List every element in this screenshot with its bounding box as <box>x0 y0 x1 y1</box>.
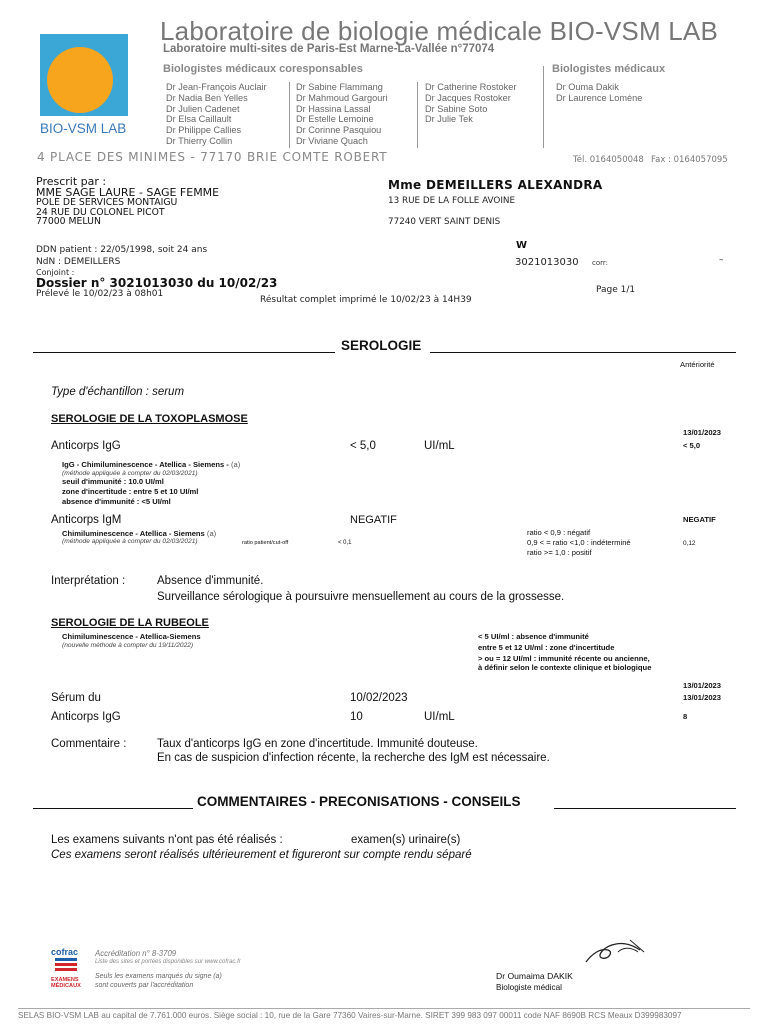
cofrac-caption-line: EXAMENS <box>51 977 79 983</box>
toxo-igm-method <box>62 529 216 538</box>
section-rule <box>33 808 193 809</box>
logo-text: BIO-VSM LAB <box>40 121 127 136</box>
rubeole-igg-anteriorite: 8 <box>683 712 688 721</box>
footer-rule <box>18 1008 750 1009</box>
column-divider <box>543 66 544 148</box>
cofrac-caption <box>51 977 81 990</box>
toxo-zone: zone d'incertitude : entre 5 et 10 UI/ml <box>62 487 199 496</box>
biologist-name: Dr Philippe Callies <box>166 125 242 136</box>
section-rule <box>430 352 736 353</box>
ratio-ref-negatif: ratio < 0,9 : négatif <box>527 528 591 537</box>
anteriorite-header: Antériorité <box>680 360 715 369</box>
rubeole-method: Chimiluminescence - Atellica-Siemens <box>62 632 201 641</box>
examens-non-realises-value: examen(s) urinaire(s) <box>351 834 461 846</box>
lab-fax: Fax : 0164057095 <box>651 155 728 165</box>
rubeole-ref-1: < 5 UI/ml : absence d'immunité <box>478 632 589 641</box>
patient-name: Mme DEMEILLERS ALEXANDRA <box>388 178 603 192</box>
column-divider <box>289 82 290 148</box>
biologist-column-2 <box>296 82 387 147</box>
biologist-name: Dr Nadia Ben Yelles <box>166 92 248 103</box>
rubeole-method-note: (nouvelle méthode à compter du 19/11/2022) <box>62 642 194 649</box>
patient-ndn: NdN : DEMEILLERS <box>36 257 121 267</box>
rubeole-ref-4: à définir selon le contexte clinique et biologique <box>478 663 652 672</box>
prescriber-address: POLE DE SERVICES MONTAIGU <box>36 197 178 208</box>
patient-address: 13 RUE DE LA FOLLE AVOINE <box>388 196 516 206</box>
comment-label: Commentaire : <box>51 738 127 750</box>
section-rule <box>554 808 736 809</box>
lab-title: Laboratoire de biologie médicale BIO-VSM LAB <box>160 16 718 46</box>
toxo-igg-unit: UI/mL <box>424 440 455 452</box>
signer-title: Biologiste médical <box>496 983 562 992</box>
ratio-label: ratio patient/cut-off <box>242 540 289 546</box>
interpretation-label: Interprétation : <box>51 575 126 587</box>
examens-note: Ces examens seront réalisés ultérieurement et figureront sur compte rendu séparé <box>51 849 472 861</box>
ratio-ref-positif: ratio >= 1,0 : positif <box>527 548 592 557</box>
logo-sun-icon <box>47 47 113 113</box>
biologist-name: Dr Julie Tek <box>425 114 473 125</box>
toxo-seuil: seuil d'immunité : 10.0 UI/ml <box>62 477 164 486</box>
dossier-number: Dossier n° 3021013030 du 10/02/23 <box>36 276 278 290</box>
biologistes-heading: Biologistes médicaux <box>552 63 666 75</box>
biologist-name: Dr Hassina Lassal <box>296 103 371 114</box>
signature-icon <box>578 932 650 968</box>
toxo-heading: SEROLOGIE DE LA TOXOPLASMOSE <box>51 413 248 425</box>
w-number: 3021013030 <box>515 257 579 268</box>
toxo-igm-label: Anticorps IgM <box>51 514 122 526</box>
toxo-absence: absence d'immunité : <5 UI/ml <box>62 497 171 506</box>
prescriber-address: 24 RUE DU COLONEL PICOT <box>36 206 165 218</box>
prescriber-address: 77000 MELUN <box>36 216 101 228</box>
page-number: Page 1/1 <box>596 285 636 295</box>
method-text: IgG - Chimiluminescence - Atellica - Siemens - <box>62 460 229 469</box>
serologie-title: SEROLOGIE <box>341 338 422 353</box>
toxo-igg-method <box>62 460 240 469</box>
signer-name: Dr Oumaima DAKIK <box>496 971 573 981</box>
preleve-date: Prélevé le 10/02/23 à 08h01 <box>36 289 164 299</box>
rubeole-ant-date-1: 13/01/2023 <box>683 681 722 690</box>
biologist-column-3 <box>425 82 516 125</box>
lab-address: 4 PLACE DES MINIMES - 77170 BRIE COMTE ROBERT <box>37 150 388 164</box>
biologist-name: Dr Sabine Flammang <box>296 82 383 92</box>
accreditation-mark: (a) <box>230 460 241 469</box>
biologist-name: Dr Julien Cadenet <box>166 103 240 114</box>
method-text: Chimiluminescence - Atellica - Siemens <box>62 529 205 538</box>
toxo-igm-anteriorite: NEGATIF <box>683 515 716 524</box>
lab-phone: Tél. 0164050048 <box>573 155 644 165</box>
commentaires-title: COMMENTAIRES - PRECONISATIONS - CONSEILS <box>197 794 521 809</box>
column-divider <box>417 82 418 148</box>
biologist-name: Dr Ouma Dakik <box>556 82 619 92</box>
biologist-name: Dr Mahmoud Gargouri <box>296 92 388 103</box>
patient-conjoint: Conjoint : <box>36 268 75 277</box>
rubeole-ref-2: entre 5 et 12 UI/ml : zone d'incertitude <box>478 643 615 652</box>
biologist-name: Dr Viviane Quach <box>296 135 368 146</box>
comment-line-2: En cas de suspicion d'infection récente, la recherche des IgM est nécessaire. <box>157 752 550 764</box>
biologist-name: Dr Elsa Caillault <box>166 114 232 125</box>
legal-footer: SELAS BIO-VSM LAB au capital de 7.761.000 euros. Siège social : 10, rue de la Gare 77360 Vaires-sur-Marne. SIRET 399 983 097 00011 code NAF 8690B RCS Meaux D399983097 <box>18 1011 682 1020</box>
biologist-column-4 <box>556 82 642 104</box>
biologist-name: Dr Jacques Rostoker <box>425 92 511 103</box>
serum-date: 10/02/2023 <box>350 692 408 704</box>
rubeole-ref-3: > ou = 12 UI/ml : immunité récente ou ancienne, <box>478 654 650 663</box>
serum-label: Sérum du <box>51 692 101 704</box>
biologist-name: Dr Corinne Pasquiou <box>296 125 382 136</box>
interpretation-line-1: Absence d'immunité. <box>157 575 264 587</box>
sample-type: Type d'échantillon : serum <box>51 386 185 398</box>
lab-subtitle: Laboratoire multi-sites de Paris-Est Marne-La-Vallée n°77074 <box>163 43 495 55</box>
cofrac-wordmark: cofrac <box>51 947 79 957</box>
corr-label: corr: <box>592 259 608 267</box>
comment-line-1: Taux d'anticorps IgG en zone d'incertitude. Immunité douteuse. <box>157 738 478 750</box>
rubeole-igg-unit: UI/mL <box>424 711 455 723</box>
cofrac-logo <box>51 947 81 993</box>
biologist-name: Dr Catherine Rostoker <box>425 82 517 92</box>
prescriber-label: Prescrit par : <box>36 175 107 188</box>
resultat-date: Résultat complet imprimé le 10/02/23 à 14H39 <box>260 295 472 305</box>
rubeole-ant-date-2: 13/01/2023 <box>683 693 722 702</box>
ratio-anteriorite: 0,12 <box>683 540 696 547</box>
accreditation-note: Liste des sites et portées disponibles sur www.cofrac.fr <box>95 959 241 965</box>
coresponsables-heading: Biologistes médicaux coresponsables <box>163 63 363 75</box>
biologist-column-1 <box>166 82 267 147</box>
rubeole-igg-value: 10 <box>350 711 363 723</box>
toxo-igm-value: NEGATIF <box>350 514 397 526</box>
rubeole-heading: SEROLOGIE DE LA RUBEOLE <box>51 617 209 629</box>
accreditation-scope-2: sont couverts par l'accréditation <box>95 982 194 989</box>
prescriber-name: MME SAGE LAURE - SAGE FEMME <box>36 185 220 199</box>
corr-value: – <box>719 255 724 265</box>
toxo-igg-method-note: (méthode appliquée à compter du 02/03/2021) <box>62 470 198 477</box>
w-label: W <box>516 240 528 251</box>
examens-non-realises-label: Les examens suivants n'ont pas été réalisés : <box>51 834 283 846</box>
biologist-name: Dr Laurence Lomène <box>556 92 643 103</box>
prescriber-block <box>36 177 219 227</box>
biologist-name: Dr Estelle Lemoine <box>296 114 374 125</box>
patient-city: 77240 VERT SAINT DENIS <box>388 217 501 227</box>
toxo-ant-date: 13/01/2023 <box>683 428 722 437</box>
accreditation-number: Accréditation n° 8-3709 <box>95 949 177 958</box>
interpretation-line-2: Surveillance sérologique à poursuivre mensuellement au cours de la grossesse. <box>157 591 565 603</box>
accreditation-scope-1: Seuls les examens marqués du signe (a) <box>95 973 222 980</box>
section-rule <box>33 352 335 353</box>
ratio-ref-indetermine: 0,9 < = ratio <1,0 : indéterminé <box>527 538 631 547</box>
accreditation-mark: (a) <box>206 529 217 538</box>
toxo-igg-label: Anticorps IgG <box>51 440 121 452</box>
cofrac-caption-line: MÉDICAUX <box>51 983 81 990</box>
toxo-igm-method-note: (méthode appliquée à compter du 02/03/2021) <box>62 538 198 545</box>
biologist-name: Dr Thierry Collin <box>166 135 233 146</box>
biologist-name: Dr Jean-François Auclair <box>166 82 267 92</box>
biologist-name: Dr Sabine Soto <box>425 103 488 114</box>
cofrac-emblem-icon <box>52 958 80 976</box>
ratio-value: < 0,1 <box>338 540 352 546</box>
toxo-igg-anteriorite: < 5,0 <box>683 441 701 450</box>
patient-ddn: DDN patient : 22/05/1998, soit 24 ans <box>36 245 208 255</box>
toxo-igg-value: < 5,0 <box>350 440 376 452</box>
rubeole-igg-label: Anticorps IgG <box>51 711 121 723</box>
